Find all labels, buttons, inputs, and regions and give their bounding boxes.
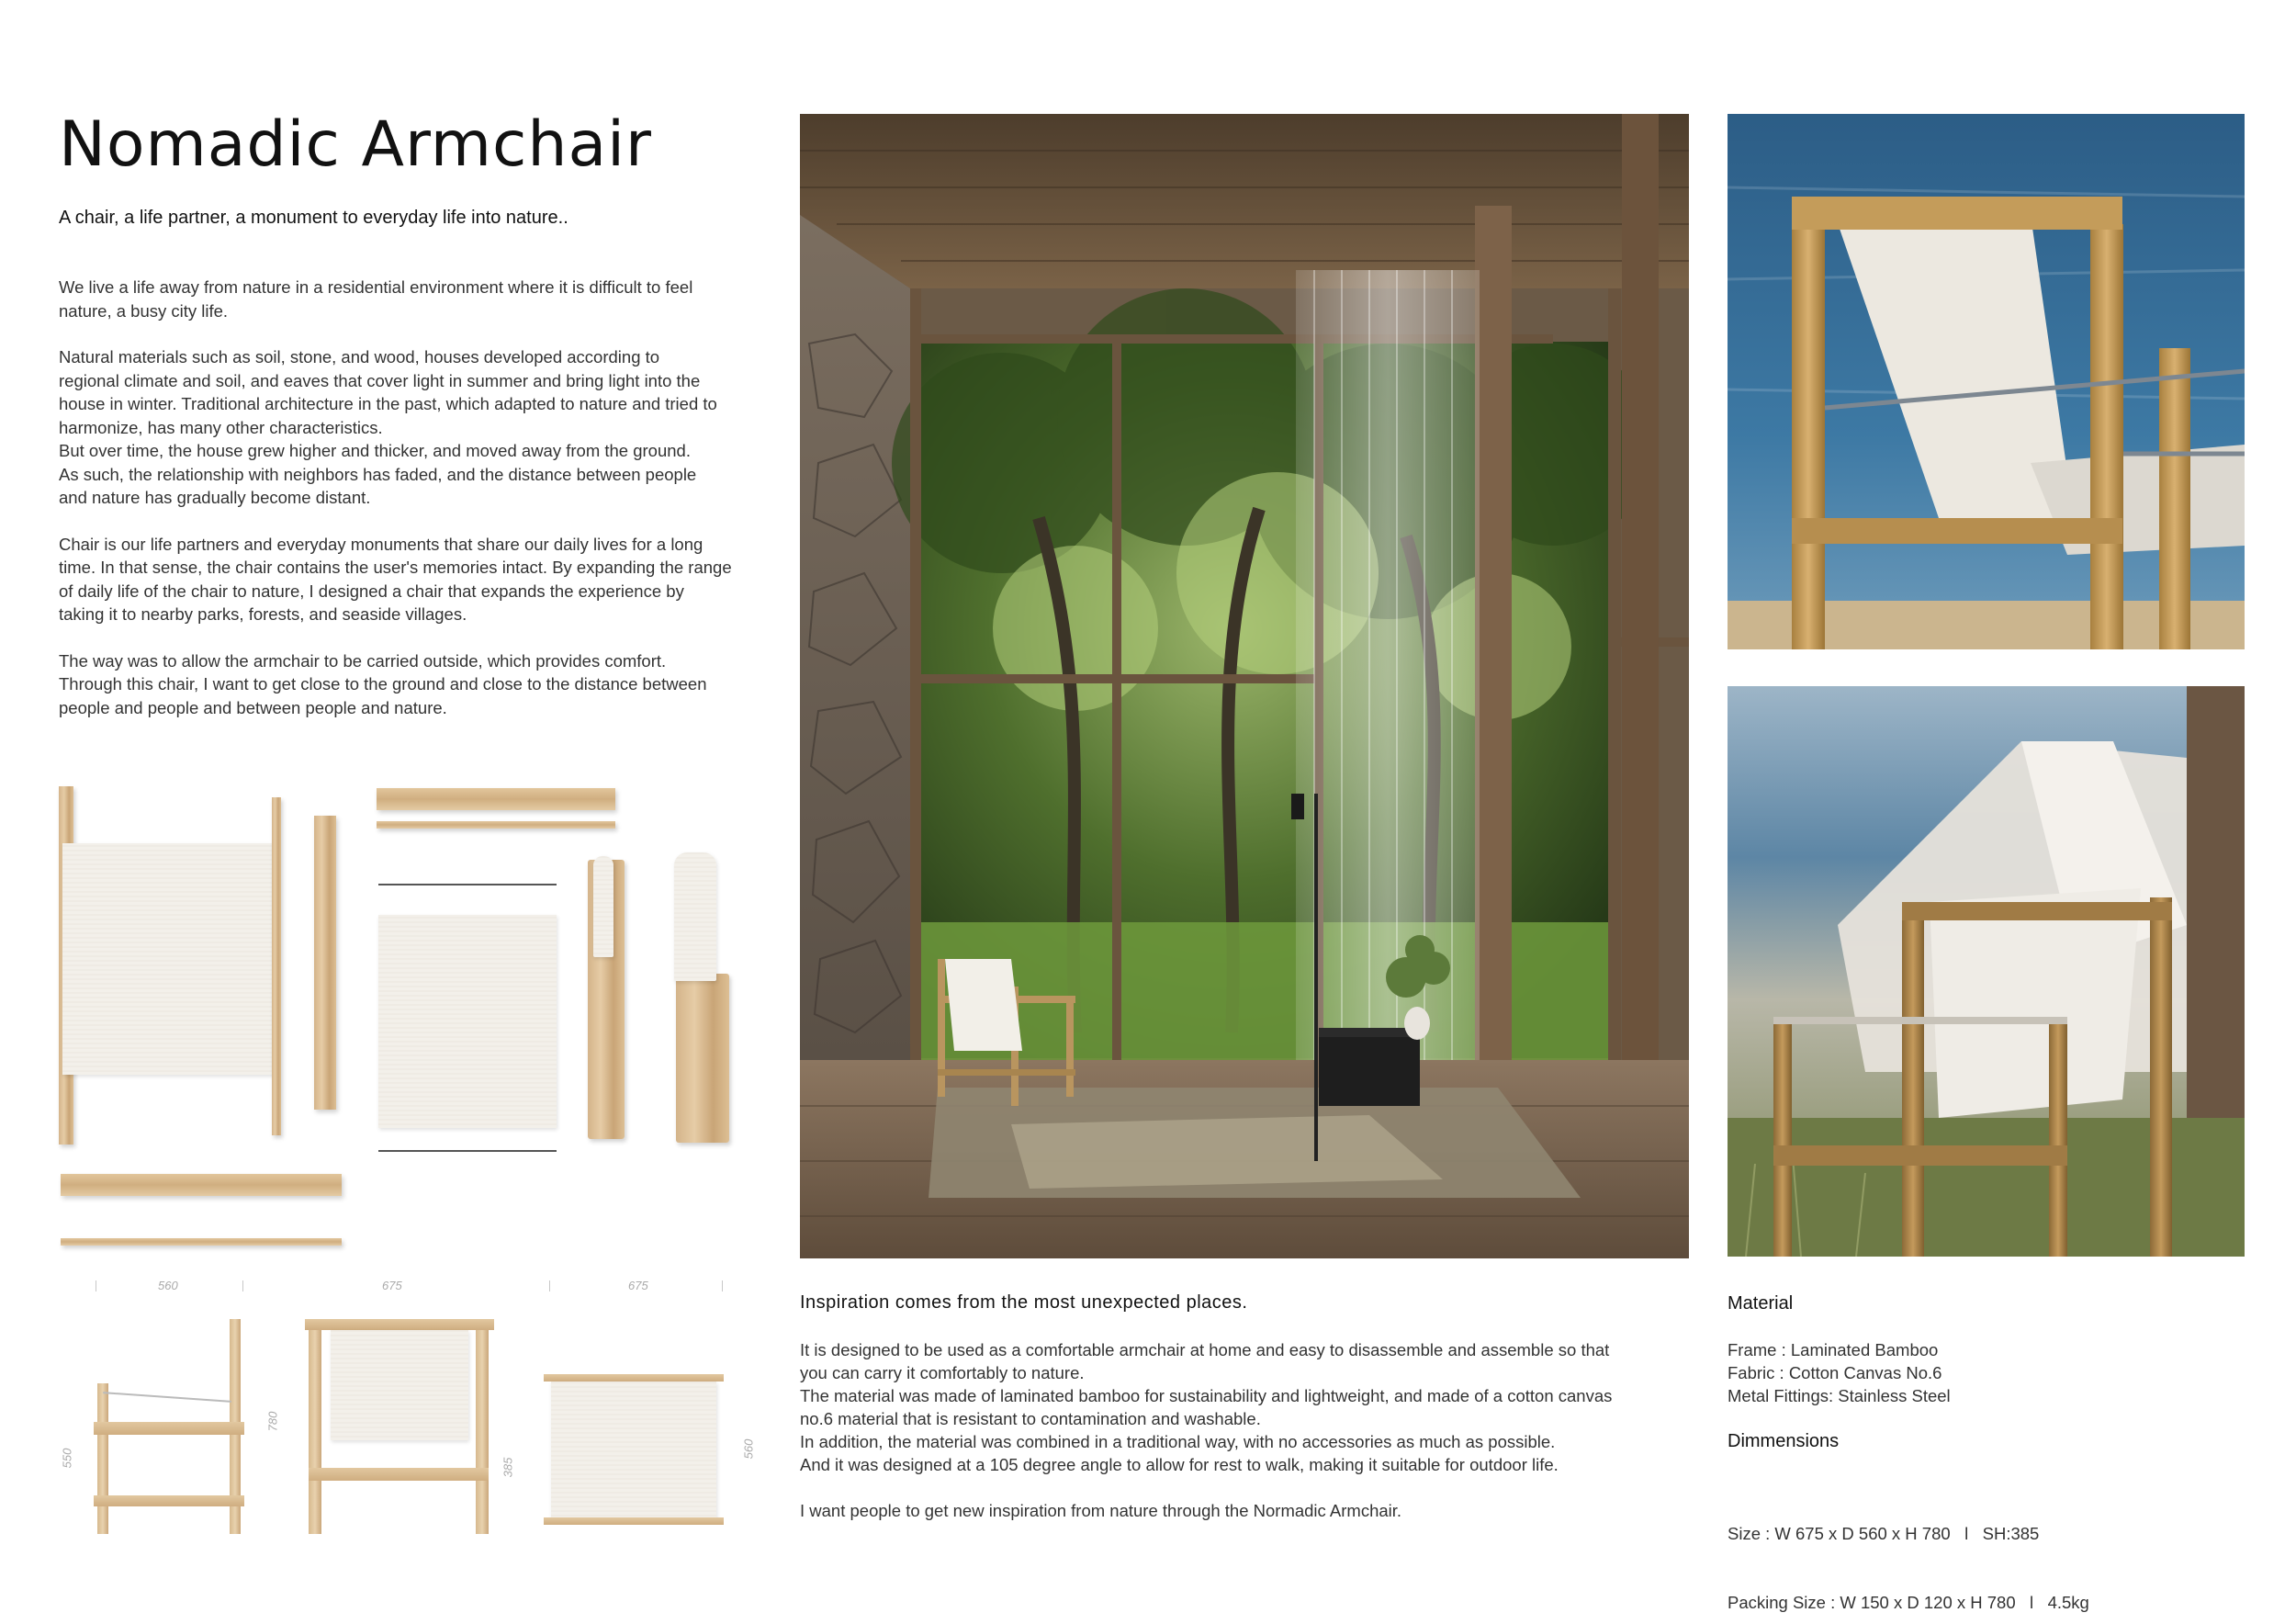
intro-paragraph: Chair is our life partners and everyday monuments that share our daily lives for a long time. In that sense, the chair contains the user's memories intact. By expanding the range of daily life of the chair to nature, I designed a chair that expands the experience by taking it to nearby parks, forests, and seaside villages. <box>59 534 732 624</box>
front-bottom-rail <box>309 1468 489 1481</box>
dim-label-side-height: 550 <box>60 1448 74 1469</box>
side-leg-front <box>97 1383 108 1534</box>
dim-label-front-height: 780 <box>265 1411 280 1432</box>
part-seat-canvas <box>378 915 557 1128</box>
inspiration-title: Inspiration comes from the most unexpected places. <box>800 1292 1248 1313</box>
page-title: Nomadic Armchair <box>59 108 652 181</box>
tent-scene-illustration <box>1728 686 2245 1257</box>
dim-label-top-depth: 560 <box>741 1438 756 1460</box>
side-view <box>88 1319 281 1539</box>
sea-scene-illustration <box>1728 114 2245 649</box>
part-bottom-rail <box>61 1174 342 1196</box>
dim-label-width-2: 675 <box>628 1279 648 1292</box>
material-item: Fabric : Cotton Canvas No.6 <box>1728 1363 1942 1382</box>
part-bottom-rail-thin <box>61 1238 342 1246</box>
dim-tick <box>549 1280 550 1291</box>
material-item: Frame : Laminated Bamboo <box>1728 1340 1939 1359</box>
dim-label-seat-height: 385 <box>501 1457 515 1478</box>
part-back-leg-right <box>272 797 281 1135</box>
side-bottom-rail <box>94 1495 244 1506</box>
top-seat-canvas <box>551 1382 716 1519</box>
intro-paragraph: Natural materials such as soil, stone, and wood, houses developed according to regional climate and soil, and eaves that cover light in summer and bring light into the house in winter. Traditional architecture in the past, which adapted to nature and tried to harmonize, has many other characteristics. But over time, the house grew higher and thicker, and moved away from the ground. As such, the relationship with neighbors has faded, and the distance between people and nature has gradually become distant. <box>59 347 717 507</box>
dimension-item: Packing Size : W 150 x D 120 x H 780 l 4.5kg <box>1728 1593 2089 1612</box>
front-leg-right <box>476 1319 489 1534</box>
dimensions-list <box>1728 1476 2260 1624</box>
dim-tick <box>722 1280 723 1291</box>
side-seat-strap <box>103 1392 231 1403</box>
material-item: Metal Fittings: Stainless Steel <box>1728 1386 1951 1405</box>
intro-text <box>59 276 753 742</box>
part-arm-post <box>314 816 336 1110</box>
front-leg-left <box>309 1319 321 1534</box>
inspiration-closing: I want people to get new inspiration from nature through the Normadic Armchair. <box>800 1501 1402 1520</box>
part-folded-canvas-a <box>593 856 613 957</box>
material-heading: Material <box>1728 1293 1794 1314</box>
part-folded-canvas-b <box>674 852 716 981</box>
part-seat-line-bottom <box>378 1150 557 1152</box>
dimensions-heading: Dimmensions <box>1728 1431 1840 1451</box>
intro-paragraph: We live a life away from nature in a residential environment where it is difficult to feel nature, a busy city life. <box>59 277 693 321</box>
front-top-rail <box>305 1319 494 1330</box>
subtitle: A chair, a life partner, a monument to everyday life into nature.. <box>59 208 568 228</box>
part-top-rail-thin <box>377 821 615 829</box>
chair-with-tent-photo <box>1728 686 2245 1257</box>
top-rail-front <box>544 1517 724 1525</box>
top-rail-back <box>544 1374 724 1382</box>
top-view <box>544 1374 727 1530</box>
dim-tick <box>242 1280 243 1291</box>
inspiration-paragraph: It is designed to be used as a comfortable armchair at home and easy to disassemble and assemble so that you can carry it comfortably to nature. The material was made of laminated bamboo for sustainability and lightweight, and made of a cotton canvas no.6 material that is resistant to contamination and washable. In addition, the material was combined in a traditional way, with no accessories as much as possible. And it was designed at a 105 degree angle to allow for rest to walk, making it suitable for outdoor life. <box>800 1340 1613 1474</box>
material-list <box>1728 1338 2260 1407</box>
part-seat-line-top <box>378 884 557 885</box>
interior-scene-illustration <box>800 114 1689 1258</box>
front-back-canvas <box>331 1330 468 1440</box>
specifications <box>1728 1292 2260 1624</box>
dimension-item: Size : W 675 x D 560 x H 780 l SH:385 <box>1728 1524 2040 1543</box>
side-arm-rail <box>94 1422 244 1435</box>
intro-paragraph: The way was to allow the armchair to be carried outside, which provides comfort. Through this chair, I want to get close to the ground and close to the distance between people and people and between people and nature. <box>59 650 707 717</box>
orthographic-views <box>51 1304 756 1543</box>
chair-by-sea-photo <box>1728 114 2245 649</box>
part-folded-frame-b <box>676 974 729 1143</box>
exploded-parts-drawing <box>51 777 749 1292</box>
dim-label-width: 675 <box>382 1279 402 1292</box>
front-view <box>305 1319 498 1539</box>
inspiration-text <box>800 1338 1645 1522</box>
part-back-canvas <box>62 843 276 1075</box>
interior-render-photo <box>800 114 1689 1258</box>
part-top-rail <box>377 788 615 810</box>
dim-label-depth: 560 <box>158 1279 178 1292</box>
